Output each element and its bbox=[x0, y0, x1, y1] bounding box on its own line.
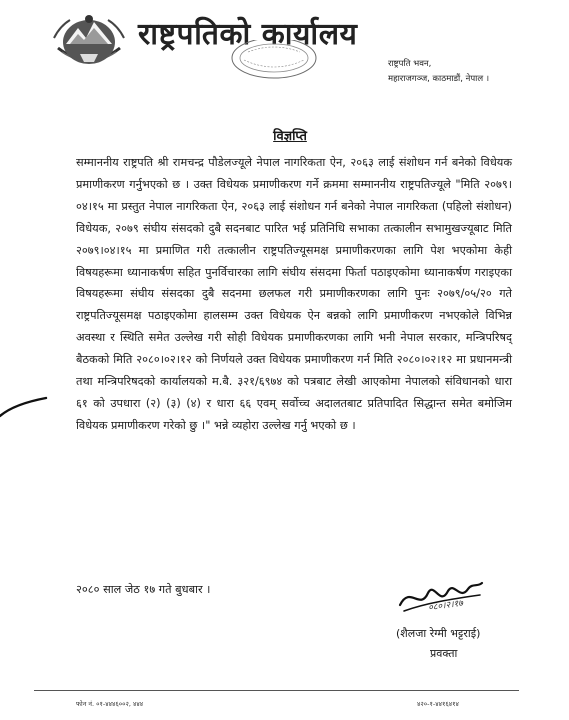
address-line-2: महाराजगञ्ज, काठमाडौं, नेपाल । bbox=[388, 74, 490, 84]
office-stamp-icon bbox=[228, 40, 320, 80]
address-line-1: राष्ट्रपति भवन, bbox=[388, 59, 432, 69]
footer-fax: ४२०-१-४४१६४१४ bbox=[417, 700, 459, 708]
signer-role: प्रवक्ता bbox=[430, 647, 458, 660]
notice-date: २०८० साल जेठ १७ गते बुधबार । bbox=[76, 583, 211, 596]
signature-date: ०८०।२।१७ bbox=[427, 598, 464, 614]
notice-title: विज्ञप्ति bbox=[273, 129, 307, 144]
office-title: राष्ट्रपतिको कार्यालय bbox=[138, 17, 358, 52]
footer-phone: फोन नं. ०१-४४४६००२, ४४४ bbox=[76, 700, 144, 708]
notice-body bbox=[76, 152, 512, 437]
notice-paragraph: सम्माननीय राष्ट्रपति श्री रामचन्द्र पौडेलज्यूले नेपाल नागरिकता ऐन, २०६३ लाई संशोधन गर्न बनेको विधेयक प्रमाणीकरण गर्नुभएको छ । उक्त विधेयक प्रमाणीकरण गर्ने क्रममा सम्माननीय राष्ट्रपतिज्यूले "मिति २०७९।०४।१५ मा प्रस्तुत नेपाल नागरिकता ऐन, २०६३ लाई संशोधन गर्न बनेको नेपाल नागरिकता (पहिलो संशोधन) विधेयक, २०७९ संघीय संसदको दुबै सदनबाट पारित भई प्रतिनिधि सभाका तत्कालीन सभामुखज्यूबाट मिति २०७९।०४।१५ मा प्रमाणित गरी तत्कालीन राष्ट्रपतिज्यूसमक्ष प्रमाणीकरणका लागि पेश भएकोमा केही विषयहरूमा ध्यानाकर्षण सहित पुनर्विचारका लागि संघीय संसदमा फिर्ता पठाइएकोमा ध्यानाकर्षण गराइएका विषयहरूमा संघीय संसदका दुबै सदनमा छलफल गरी प्रमाणीकरणका लागि पुनः २०७९/०५/२० गते राष्ट्रपतिज्यूसमक्ष पठाइएकोमा हालसम्म उक्त विधेयक ऐन बन्नको लागि प्रमाणीकरण नभएकोले विभिन्न अवस्था र स्थिति समेत उल्लेख गरी सोही विधेयक प्रमाणीकरणका लागि भनी नेपाल सरकार, मन्त्रिपरिषद् बैठकको मिति २०८०।०२।१२ को निर्णयले उक्त विधेयक प्रमाणीकरण गर्न मिति २०८०।०२।१२ मा प्रधानमन्त्री तथा मन्त्रिपरिषदको कार्यालयको म.बै. ३२१/६९७४ को पत्रबाट लेखी आएकोमा नेपालको संविधानको धारा ६१ को उपधारा (२) (३) (४) र धारा ६६ एवम् सर्वोच्च अदालतबाट प्रतिपादित सिद्धान्त समेत बमोजिम विधेयक प्रमाणीकरण गरेको छु ।" भन्ने व्यहोरा उल्लेख गर्नु भएको छ । bbox=[76, 156, 512, 432]
footer-divider bbox=[34, 690, 519, 691]
nepal-emblem-icon bbox=[50, 8, 128, 74]
pen-mark-icon bbox=[0, 396, 48, 418]
signer-name: (शैलजा रेग्मी भट्टराई) bbox=[396, 627, 481, 640]
